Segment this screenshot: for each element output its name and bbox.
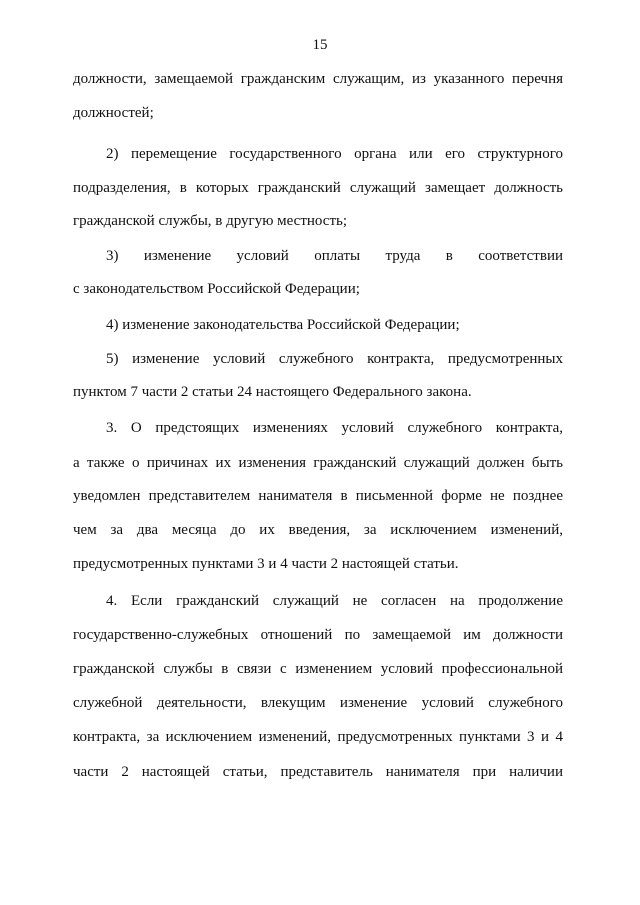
- text-line-21: части 2 настоящей статьи, представитель нанимателя при наличии: [73, 764, 563, 780]
- text-line-15: предусмотренных пунктами 3 и 4 части 2 настоящей статьи.: [73, 556, 459, 572]
- text-line-6: 3) изменение условий оплаты труда в соответствии: [106, 248, 563, 264]
- text-line-3: 2) перемещение государственного органа или его структурного: [106, 146, 563, 162]
- text-line-5: гражданской службы, в другую местность;: [73, 213, 348, 229]
- text-line-1: должности, замещаемой гражданским служащим, из указанного перечня: [73, 71, 563, 87]
- text-line-12: а также о причинах их изменения гражданский служащий должен быть: [73, 455, 563, 471]
- text-line-11: 3. О предстоящих изменениях условий служебного контракта,: [106, 420, 563, 436]
- text-line-2: должностей;: [73, 105, 154, 121]
- text-line-7: с законодательством Российской Федерации;: [73, 281, 360, 297]
- text-line-18: гражданской службы в связи с изменением условий профессиональной: [73, 661, 563, 677]
- page-number: 15: [312, 37, 328, 53]
- text-line-17: государственно-служебных отношений по замещаемой им должности: [73, 627, 563, 643]
- text-line-16: 4. Если гражданский служащий не согласен на продолжение: [106, 593, 563, 609]
- text-line-4: подразделения, в которых гражданский служащий замещает должность: [73, 180, 563, 196]
- text-line-10: пунктом 7 части 2 статьи 24 настоящего Федерального закона.: [73, 384, 472, 400]
- text-line-20: контракта, за исключением изменений, предусмотренных пунктами 3 и 4: [73, 729, 563, 745]
- text-line-13: уведомлен представителем нанимателя в письменной форме не позднее: [73, 488, 563, 504]
- text-line-8: 4) изменение законодательства Российской Федерации;: [106, 317, 460, 333]
- text-line-9: 5) изменение условий служебного контракта, предусмотренных: [106, 351, 563, 367]
- text-line-19: служебной деятельности, влекущим изменение условий служебного: [73, 695, 563, 711]
- text-line-14: чем за два месяца до их введения, за исключением изменений,: [73, 522, 563, 538]
